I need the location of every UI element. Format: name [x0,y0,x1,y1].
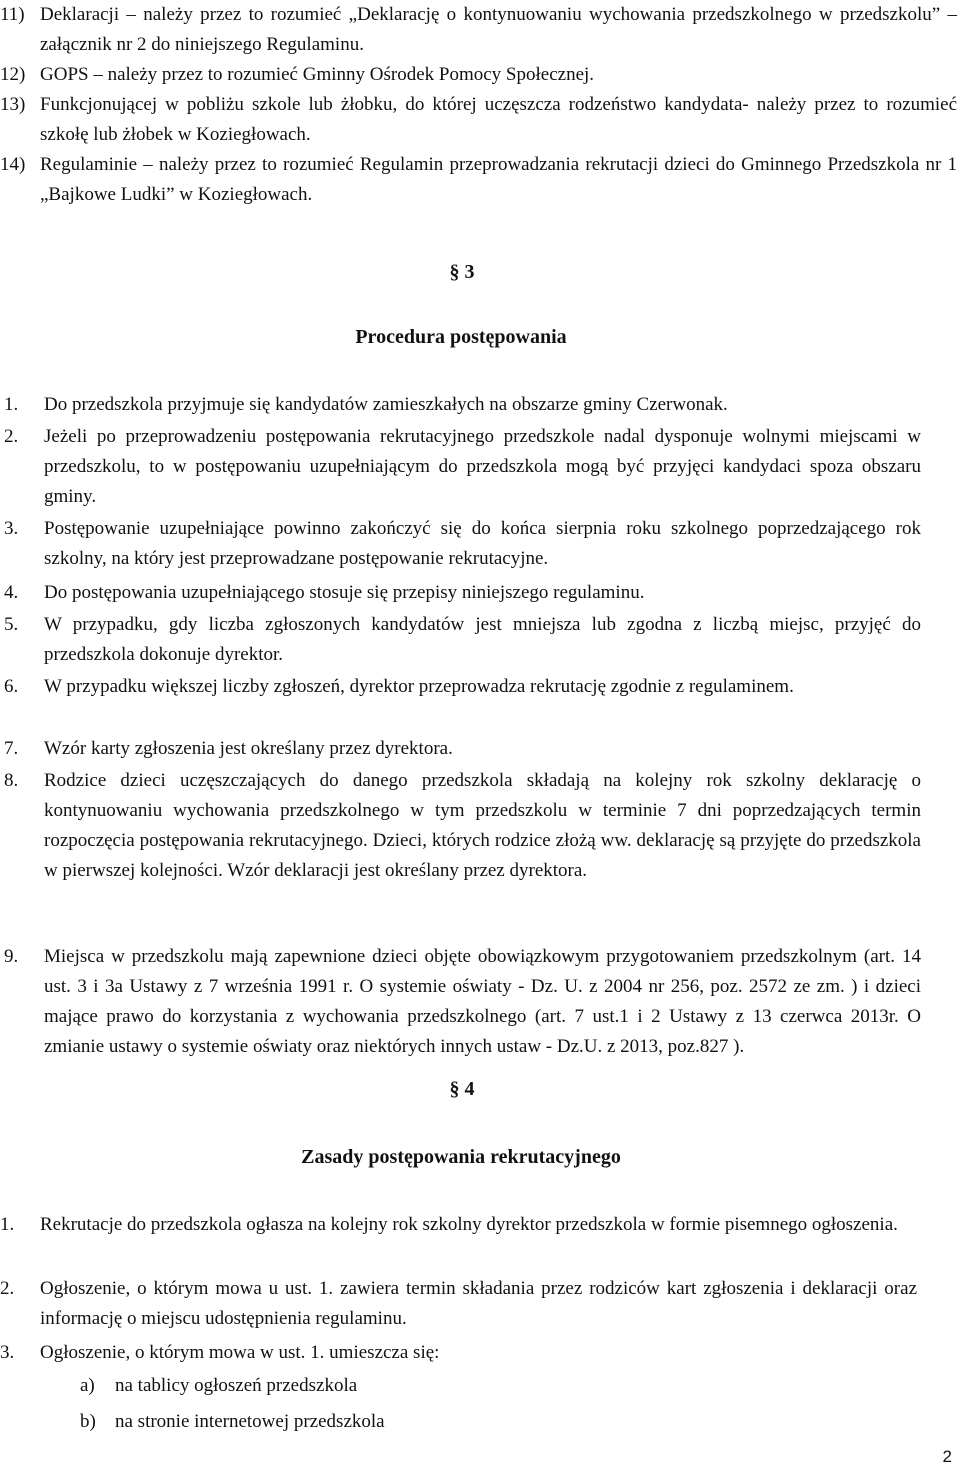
list-item [4,514,921,578]
definition-number: 12) [0,64,26,85]
section-4-title: Zasady postępowania rekrutacyjnego [301,1146,621,1168]
list-item-text: Miejsca w przedszkolu mają zapewnione dzieci objęte obowiązkowym przygotowaniem przedszkolnym (art. 14 ust. 3 i 3a Ustawy z 7 września 1991 r. O systemie oświaty - Dz. U. z 2004 nr 256, poz. 2572 ze zm. ) i dzieci mające prawo do korzystania z wychowania przedszkolnego (art. 7 ust.1 i 2 Ustawy z 13 czerwca 2013r. O zmianie ustawy o systemie oświaty oraz niektórych innych ustaw - Dz.U. z 2013, poz.827 ). [44,946,921,1057]
sublist-item-letter: b) [80,1411,96,1432]
list-item-number: 9. [4,946,19,967]
list-item [0,1210,917,1274]
list-item [0,1338,917,1370]
list-item [4,390,921,422]
definition-item [0,90,957,150]
list-item-number: 3. [4,518,19,539]
list-item-number: 1. [4,394,19,415]
list-item-number: 3. [0,1342,15,1363]
definition-text: Funkcjonującej w pobliżu szkole lub żłobku, do której uczęszcza rodzeństwo kandydata- należy przez to rozumieć szkołę lub żłobek w Koziegłowach. [40,94,957,145]
list-item [4,942,921,1092]
sublist-item-letter: a) [80,1375,95,1396]
list-item-text: Jeżeli po przeprowadzeniu postępowania rekrutacyjnego przedszkole nadal dysponuje wolnymi miejscami w przedszkolu, to w postępowaniu uzupełniającym do przedszkola mogą być przyjęci kandydaci spoza obszaru gminy. [44,426,921,507]
list-item-text: W przypadku, gdy liczba zgłoszonych kandydatów jest mniejsza lub zgodna z liczbą miejsc, przyjęć do przedszkola dokonuje dyrektor. [44,614,921,665]
section-3-mark: § 3 [449,261,475,283]
list-item-number: 4. [4,582,19,603]
list-item [4,610,921,672]
list-item-text: Rekrutacje do przedszkola ogłasza na kolejny rok szkolny dyrektor przedszkola w formie pisemnego ogłoszenia. [40,1214,898,1235]
section-3-list [4,390,921,1092]
list-item-text: Do postępowania uzupełniającego stosuje się przepisy niniejszego regulaminu. [44,582,645,603]
sublist-item [80,1368,780,1404]
list-item-number: 2. [4,426,19,447]
definitions-list [0,0,957,210]
list-item-text: Ogłoszenie, o którym mowa u ust. 1. zawiera termin składania przez rodziców kart zgłoszenia i deklaracji oraz informację o miejscu udostępnienia regulaminu. [40,1278,917,1329]
list-item-text: Ogłoszenie, o którym mowa w ust. 1. umieszcza się: [40,1342,440,1363]
list-item-text: W przypadku większej liczby zgłoszeń, dyrektor przeprowadza rekrutację zgodnie z regulaminem. [44,676,794,697]
list-item-number: 8. [4,770,19,791]
list-item-text: Do przedszkola przyjmuje się kandydatów zamieszkałych na obszarze gminy Czerwonak. [44,394,728,415]
section-4-sublist [80,1368,780,1440]
section-3-title: Procedura postępowania [355,326,567,348]
list-item [4,672,921,734]
list-item [4,766,921,942]
list-item-text: Postępowanie uzupełniające powinno zakończyć się do końca sierpnia roku szkolnego poprzedzającego rok szkolny, na który jest przeprowadzane postępowanie rekrutacyjne. [44,518,921,569]
list-item-number: 2. [0,1278,15,1299]
definition-item [0,150,957,210]
list-item-number: 5. [4,614,19,635]
definition-item [0,0,957,60]
definition-text: Regulaminie – należy przez to rozumieć Regulamin przeprowadzania rekrutacji dzieci do Gminnego Przedszkola nr 1 „Bajkowe Ludki” w Koziegłowach. [40,154,957,205]
definition-text: Deklaracji – należy przez to rozumieć „Deklarację o kontynuowaniu wychowania przedszkolnego w przedszkolu” – załącznik nr 2 do niniejszego Regulaminu. [40,4,957,55]
list-item-text: Rodzice dzieci uczęszczających do danego przedszkola składają na kolejny rok szkolny deklarację o kontynuowaniu wychowania przedszkolnego w tym przedszkolu w terminie 7 dni poprzedzających termin rozpoczęcia postępowania rekrutacyjnego. Dzieci, których rodzice złożą ww. deklarację są przyjęte do przedszkola w pierwszej kolejności. Wzór deklaracji jest określany przez dyrektora. [44,770,921,881]
sublist-item-text: na tablicy ogłoszeń przedszkola [115,1375,358,1396]
definition-text: GOPS – należy przez to rozumieć Gminny Ośrodek Pomocy Społecznej. [40,64,595,85]
definition-item [0,60,957,90]
list-item [0,1274,917,1338]
list-item-number: 6. [4,676,19,697]
section-4-list [0,1210,917,1370]
list-item [4,578,921,610]
definition-number: 13) [0,94,26,115]
list-item-text: Wzór karty zgłoszenia jest określany przez dyrektora. [44,738,453,759]
list-item-number: 1. [0,1214,15,1235]
definition-number: 11) [0,4,25,25]
section-4-mark: § 4 [449,1078,475,1100]
list-item [4,422,921,514]
definition-number: 14) [0,154,26,175]
list-item-number: 7. [4,738,19,759]
sublist-item [80,1404,780,1440]
page-number: 2 [942,1447,952,1466]
sublist-item-text: na stronie internetowej przedszkola [115,1411,385,1432]
list-item [4,734,921,766]
